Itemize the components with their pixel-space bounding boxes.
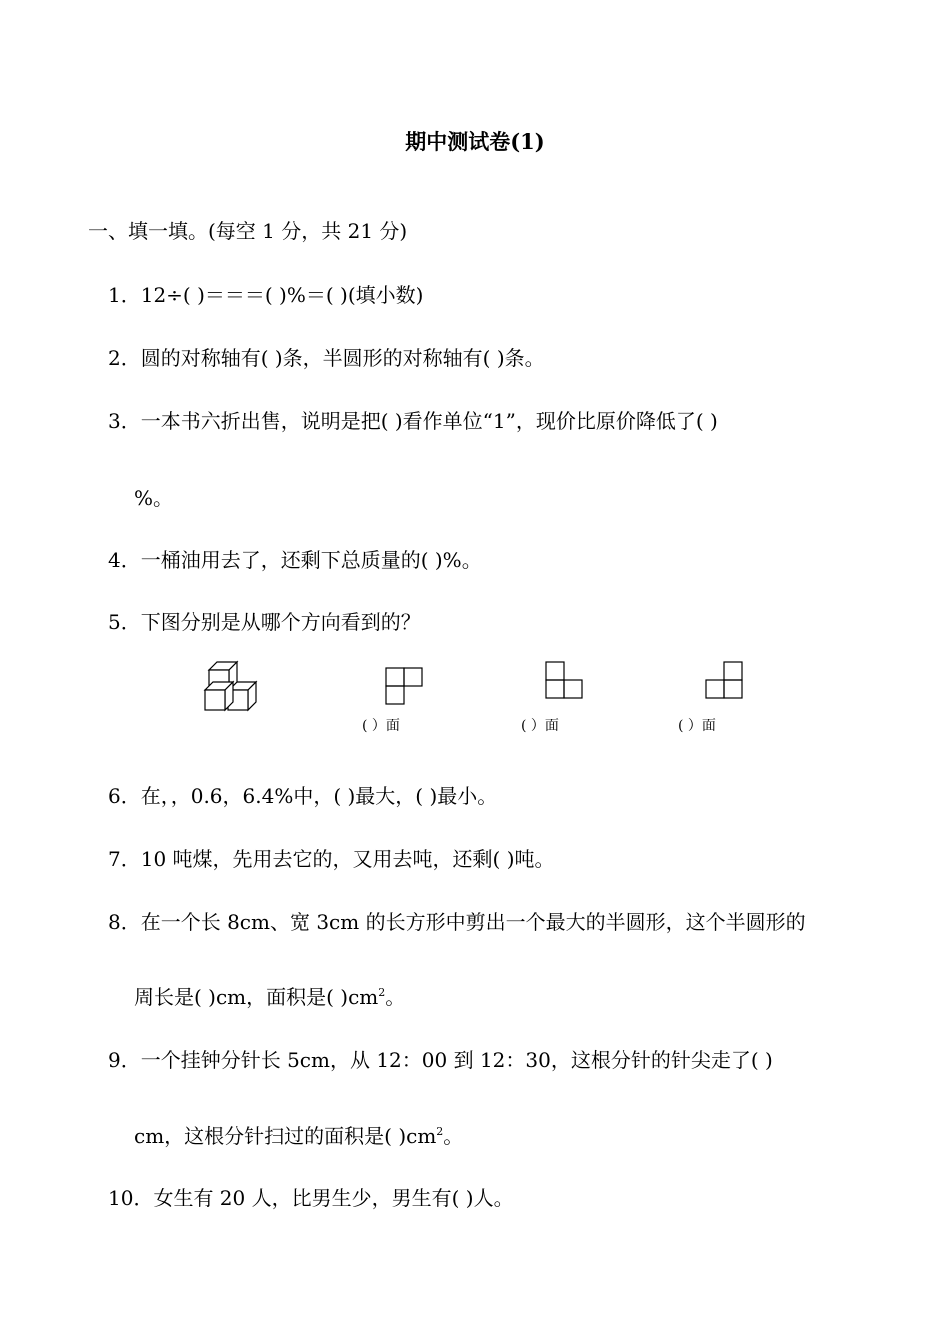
cube-stack-figure <box>200 656 262 714</box>
section-heading-fill-in: 一、填一填。(每空 1 分，共 21 分) <box>88 219 408 243</box>
question-9-continuation <box>134 1124 463 1148</box>
view-1-caption: ( ）面 <box>362 718 400 734</box>
question-4: 4．一桶油用去了，还剩下总质量的( )%。 <box>108 548 482 572</box>
question-8-text: 周长是( )cm，面积是( )cm <box>134 985 379 1009</box>
question-8: 8．在一个长 8cm、宽 3cm 的长方形中剪出一个最大的半圆形，这个半圆形的 <box>108 910 806 934</box>
question-10: 10．女生有 20 人，比男生少，男生有( )人。 <box>108 1186 514 1210</box>
view-2-caption: ( ）面 <box>521 718 559 734</box>
superscript-2: 2 <box>436 1125 444 1138</box>
view-1-figure <box>385 665 427 707</box>
question-9-text: cm，这根分针扫过的面积是( )cm <box>134 1124 437 1148</box>
question-7: 7．10 吨煤，先用去它的，又用去吨，还剩( )吨。 <box>108 847 555 871</box>
question-9-end: 。 <box>443 1124 464 1148</box>
view-2-figure <box>544 660 586 702</box>
view-3-figure <box>704 660 746 702</box>
question-6: 6．在，，0.6，6.4%中，( )最大，( )最小。 <box>108 784 498 808</box>
question-9: 9．一个挂钟分针长 5cm，从 12：00 到 12：30，这根分针的针尖走了( ) <box>108 1048 773 1072</box>
question-8-end: 。 <box>385 985 406 1009</box>
question-2: 2．圆的对称轴有( )条，半圆形的对称轴有( )条。 <box>108 346 545 370</box>
question-3-continuation: %。 <box>134 486 174 510</box>
question-3: 3．一本书六折出售，说明是把( )看作单位“1”，现价比原价降低了( ) <box>108 409 718 433</box>
question-5: 5．下图分别是从哪个方向看到的？ <box>108 610 421 634</box>
page-title: 期中测试卷(1) <box>405 129 545 154</box>
view-3-caption: ( ）面 <box>678 718 716 734</box>
question-1: 1．12÷( )＝＝＝( )%＝( )(填小数) <box>108 283 424 307</box>
question-8-continuation <box>134 985 405 1009</box>
superscript-2: 2 <box>378 986 386 999</box>
